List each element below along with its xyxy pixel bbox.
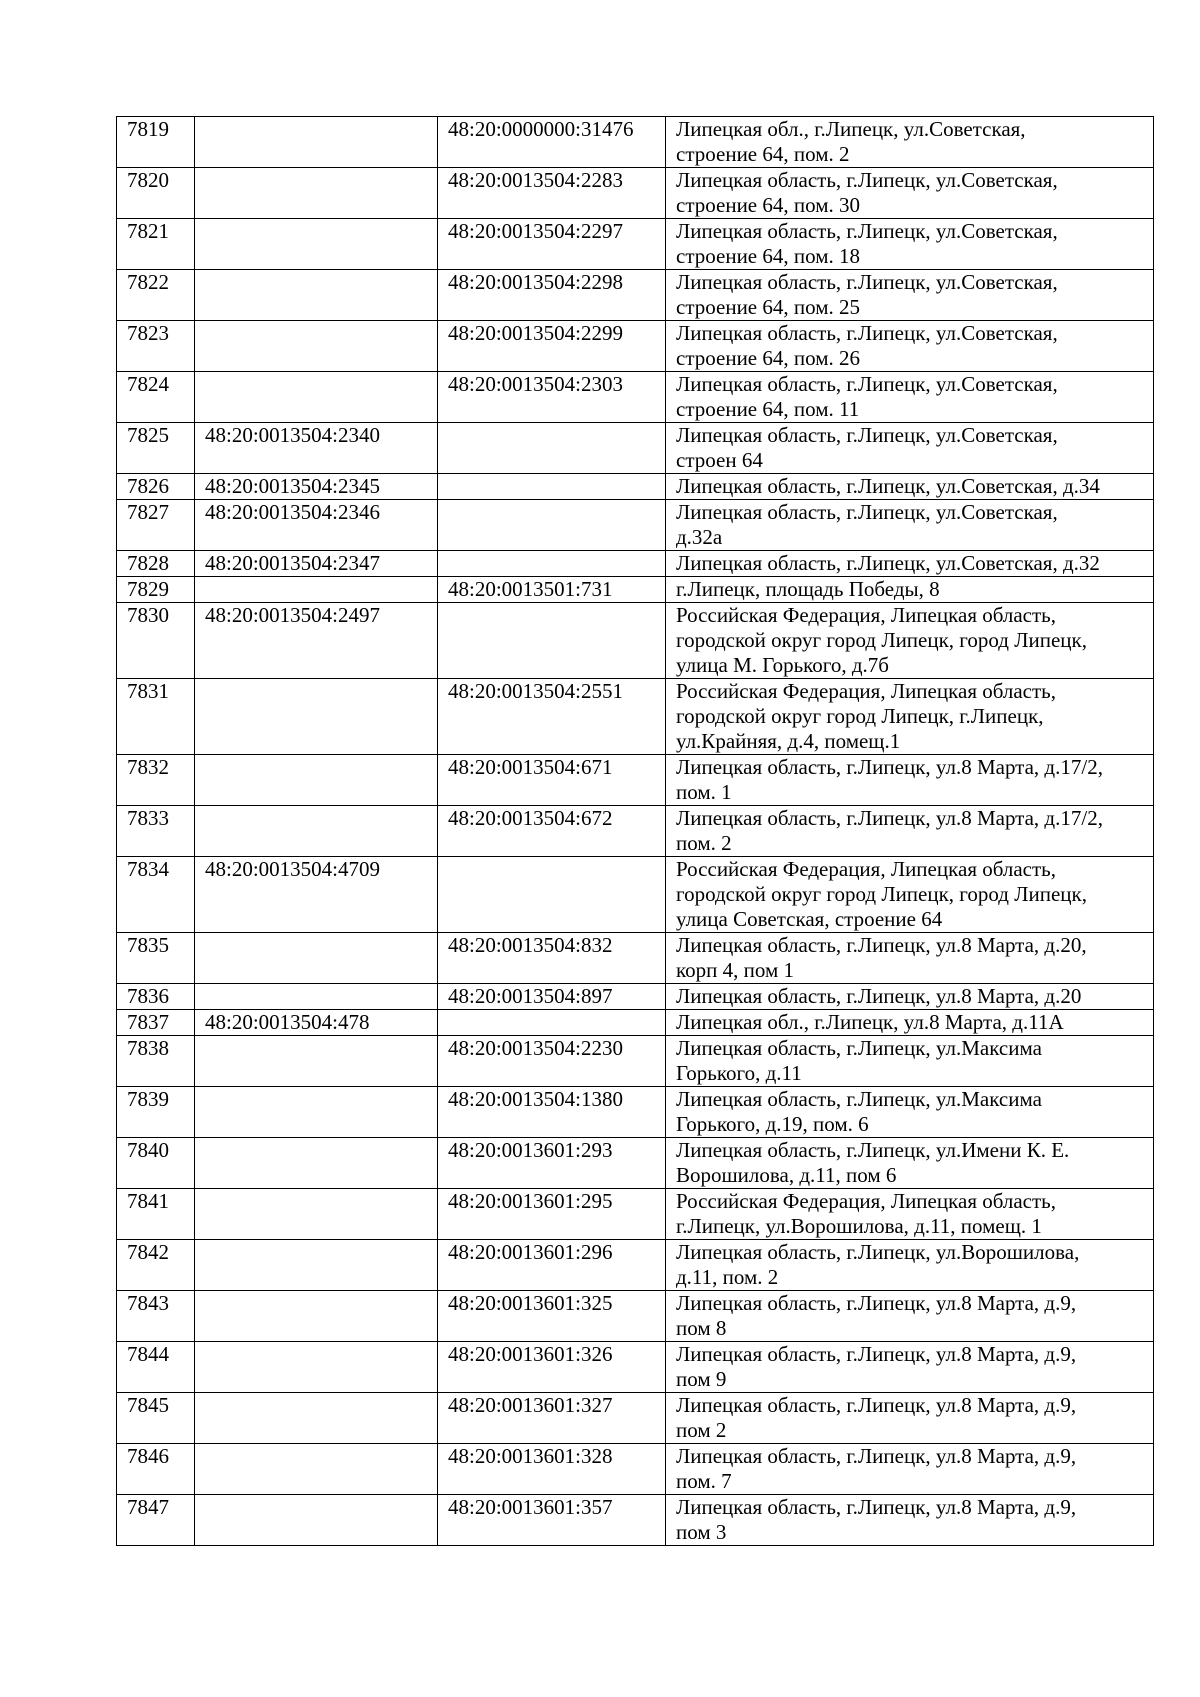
table-row [117, 474, 1154, 500]
address-cell: Липецкая область, г.Липецк, ул.8 Марта, д.9, пом. 7 [666, 1444, 1154, 1495]
cadastral-number-alt-cell: 48:20:0013504:2283 [438, 168, 666, 219]
row-number-cell: 7832 [117, 755, 195, 806]
address-cell: Липецкая область, г.Липецк, ул.8 Марта, д.20, корп 4, пом 1 [666, 933, 1154, 984]
row-number-cell: 7847 [117, 1495, 195, 1546]
row-number-cell: 7845 [117, 1393, 195, 1444]
row-number-cell: 7819 [117, 117, 195, 168]
address-cell: Липецкая область, г.Липецк, ул.Советская, строен 64 [666, 423, 1154, 474]
address-cell: Липецкая обл., г.Липецк, ул.Советская, строение 64, пом. 2 [666, 117, 1154, 168]
table-row [117, 423, 1154, 474]
cadastral-number-cell [195, 1138, 438, 1189]
row-number-cell: 7843 [117, 1291, 195, 1342]
cadastral-number-cell: 48:20:0013504:2497 [195, 603, 438, 679]
cadastral-number-alt-cell: 48:20:0013504:2298 [438, 270, 666, 321]
cadastral-number-alt-cell [438, 500, 666, 551]
table-row [117, 806, 1154, 857]
address-cell: Липецкая область, г.Липецк, ул.8 Марта, д.9, пом 2 [666, 1393, 1154, 1444]
cadastral-number-alt-cell: 48:20:0013601:296 [438, 1240, 666, 1291]
cadastral-number-alt-cell: 48:20:0013601:295 [438, 1189, 666, 1240]
cadastral-number-cell [195, 1495, 438, 1546]
cadastral-number-alt-cell: 48:20:0013504:897 [438, 984, 666, 1010]
cadastral-number-alt-cell [438, 423, 666, 474]
address-cell: Липецкая область, г.Липецк, ул.Максима Горького, д.19, пом. 6 [666, 1087, 1154, 1138]
cadastral-number-cell [195, 219, 438, 270]
cadastral-number-alt-cell: 48:20:0013601:357 [438, 1495, 666, 1546]
cadastral-number-cell [195, 679, 438, 755]
address-cell: Липецкая область, г.Липецк, ул.Советская, строение 64, пом. 18 [666, 219, 1154, 270]
row-number-cell: 7822 [117, 270, 195, 321]
address-cell: Российская Федерация, Липецкая область, городской округ город Липецк, город Липецк, улица Советская, строение 64 [666, 857, 1154, 933]
table-row [117, 1444, 1154, 1495]
table-row [117, 1138, 1154, 1189]
cadastral-number-cell [195, 321, 438, 372]
address-cell: Липецкая область, г.Липецк, ул.8 Марта, д.9, пом 3 [666, 1495, 1154, 1546]
table-row [117, 1342, 1154, 1393]
row-number-cell: 7827 [117, 500, 195, 551]
cadastral-number-cell [195, 577, 438, 603]
row-number-cell: 7834 [117, 857, 195, 933]
table-row [117, 321, 1154, 372]
table-row [117, 577, 1154, 603]
cadastral-number-alt-cell [438, 551, 666, 577]
cadastral-number-alt-cell: 48:20:0013504:2299 [438, 321, 666, 372]
cadastral-number-alt-cell: 48:20:0000000:31476 [438, 117, 666, 168]
cadastral-number-cell: 48:20:0013504:2346 [195, 500, 438, 551]
cadastral-number-cell [195, 372, 438, 423]
table-row [117, 500, 1154, 551]
table-row [117, 551, 1154, 577]
table-row [117, 372, 1154, 423]
table-row [117, 984, 1154, 1010]
row-number-cell: 7821 [117, 219, 195, 270]
cadastral-number-alt-cell [438, 857, 666, 933]
address-cell: Липецкая область, г.Липецк, ул.8 Марта, д.17/2, пом. 1 [666, 755, 1154, 806]
address-cell: Липецкая область, г.Липецк, ул.Имени К. Е. Ворошилова, д.11, пом 6 [666, 1138, 1154, 1189]
cadastral-number-alt-cell: 48:20:0013504:2303 [438, 372, 666, 423]
table-row [117, 755, 1154, 806]
address-cell: г.Липецк, площадь Победы, 8 [666, 577, 1154, 603]
cadastral-number-alt-cell [438, 603, 666, 679]
cadastral-number-cell [195, 1291, 438, 1342]
cadastral-number-cell [195, 117, 438, 168]
address-cell: Липецкая область, г.Липецк, ул.Советская, д.32а [666, 500, 1154, 551]
table-row [117, 603, 1154, 679]
cadastral-number-cell [195, 755, 438, 806]
row-number-cell: 7841 [117, 1189, 195, 1240]
address-cell: Липецкая область, г.Липецк, ул.Советская, строение 64, пом. 26 [666, 321, 1154, 372]
table-row [117, 857, 1154, 933]
cadastral-number-alt-cell: 48:20:0013504:672 [438, 806, 666, 857]
row-number-cell: 7838 [117, 1036, 195, 1087]
cadastral-number-alt-cell: 48:20:0013601:327 [438, 1393, 666, 1444]
address-cell: Липецкая область, г.Липецк, ул.Максима Горького, д.11 [666, 1036, 1154, 1087]
address-cell: Липецкая область, г.Липецк, ул.Ворошилова, д.11, пом. 2 [666, 1240, 1154, 1291]
cadastral-number-cell [195, 1189, 438, 1240]
cadastral-number-cell: 48:20:0013504:2347 [195, 551, 438, 577]
row-number-cell: 7836 [117, 984, 195, 1010]
cadastral-number-alt-cell: 48:20:0013601:293 [438, 1138, 666, 1189]
row-number-cell: 7837 [117, 1010, 195, 1036]
row-number-cell: 7842 [117, 1240, 195, 1291]
row-number-cell: 7846 [117, 1444, 195, 1495]
row-number-cell: 7825 [117, 423, 195, 474]
address-cell: Липецкая область, г.Липецк, ул.8 Марта, д.9, пом 9 [666, 1342, 1154, 1393]
row-number-cell: 7824 [117, 372, 195, 423]
registry-table-body [117, 117, 1154, 1546]
cadastral-number-cell [195, 933, 438, 984]
cadastral-number-alt-cell [438, 1010, 666, 1036]
row-number-cell: 7833 [117, 806, 195, 857]
table-row [117, 1495, 1154, 1546]
property-registry-table [116, 116, 1154, 1546]
address-cell: Липецкая область, г.Липецк, ул.Советская, строение 64, пом. 11 [666, 372, 1154, 423]
row-number-cell: 7829 [117, 577, 195, 603]
row-number-cell: 7840 [117, 1138, 195, 1189]
table-row [117, 1087, 1154, 1138]
cadastral-number-cell [195, 1087, 438, 1138]
address-cell: Российская Федерация, Липецкая область, городской округ город Липецк, г.Липецк, ул.Крайняя, д.4, помещ.1 [666, 679, 1154, 755]
row-number-cell: 7828 [117, 551, 195, 577]
row-number-cell: 7835 [117, 933, 195, 984]
cadastral-number-cell [195, 1342, 438, 1393]
table-row [117, 1240, 1154, 1291]
cadastral-number-cell: 48:20:0013504:2340 [195, 423, 438, 474]
cadastral-number-cell [195, 1444, 438, 1495]
table-row [117, 679, 1154, 755]
address-cell: Липецкая область, г.Липецк, ул.Советская, д.34 [666, 474, 1154, 500]
cadastral-number-cell: 48:20:0013504:4709 [195, 857, 438, 933]
cadastral-number-cell [195, 1240, 438, 1291]
cadastral-number-alt-cell [438, 474, 666, 500]
cadastral-number-alt-cell: 48:20:0013504:2230 [438, 1036, 666, 1087]
table-row [117, 117, 1154, 168]
row-number-cell: 7820 [117, 168, 195, 219]
address-cell: Липецкая область, г.Липецк, ул.Советская, строение 64, пом. 30 [666, 168, 1154, 219]
table-row [117, 270, 1154, 321]
address-cell: Липецкая область, г.Липецк, ул.8 Марта, д.9, пом 8 [666, 1291, 1154, 1342]
cadastral-number-alt-cell: 48:20:0013601:326 [438, 1342, 666, 1393]
cadastral-number-cell [195, 1036, 438, 1087]
row-number-cell: 7823 [117, 321, 195, 372]
cadastral-number-cell [195, 806, 438, 857]
cadastral-number-cell [195, 270, 438, 321]
address-cell: Липецкая обл., г.Липецк, ул.8 Марта, д.11А [666, 1010, 1154, 1036]
cadastral-number-cell [195, 1393, 438, 1444]
table-row [117, 168, 1154, 219]
row-number-cell: 7831 [117, 679, 195, 755]
address-cell: Липецкая область, г.Липецк, ул.8 Марта, д.20 [666, 984, 1154, 1010]
table-row [117, 1010, 1154, 1036]
row-number-cell: 7830 [117, 603, 195, 679]
cadastral-number-alt-cell: 48:20:0013504:2551 [438, 679, 666, 755]
cadastral-number-alt-cell: 48:20:0013601:325 [438, 1291, 666, 1342]
address-cell: Липецкая область, г.Липецк, ул.8 Марта, д.17/2, пом. 2 [666, 806, 1154, 857]
cadastral-number-alt-cell: 48:20:0013501:731 [438, 577, 666, 603]
cadastral-number-cell [195, 984, 438, 1010]
address-cell: Российская Федерация, Липецкая область, городской округ город Липецк, город Липецк, улица М. Горького, д.7б [666, 603, 1154, 679]
cadastral-number-alt-cell: 48:20:0013504:671 [438, 755, 666, 806]
table-row [117, 933, 1154, 984]
table-row [117, 1036, 1154, 1087]
cadastral-number-cell [195, 168, 438, 219]
address-cell: Липецкая область, г.Липецк, ул.Советская, строение 64, пом. 25 [666, 270, 1154, 321]
cadastral-number-cell: 48:20:0013504:2345 [195, 474, 438, 500]
row-number-cell: 7844 [117, 1342, 195, 1393]
cadastral-number-alt-cell: 48:20:0013504:2297 [438, 219, 666, 270]
address-cell: Липецкая область, г.Липецк, ул.Советская, д.32 [666, 551, 1154, 577]
table-row [117, 1189, 1154, 1240]
cadastral-number-alt-cell: 48:20:0013504:832 [438, 933, 666, 984]
row-number-cell: 7826 [117, 474, 195, 500]
table-row [117, 219, 1154, 270]
cadastral-number-cell: 48:20:0013504:478 [195, 1010, 438, 1036]
address-cell: Российская Федерация, Липецкая область, г.Липецк, ул.Ворошилова, д.11, помещ. 1 [666, 1189, 1154, 1240]
row-number-cell: 7839 [117, 1087, 195, 1138]
cadastral-number-alt-cell: 48:20:0013601:328 [438, 1444, 666, 1495]
table-row [117, 1291, 1154, 1342]
cadastral-number-alt-cell: 48:20:0013504:1380 [438, 1087, 666, 1138]
table-row [117, 1393, 1154, 1444]
